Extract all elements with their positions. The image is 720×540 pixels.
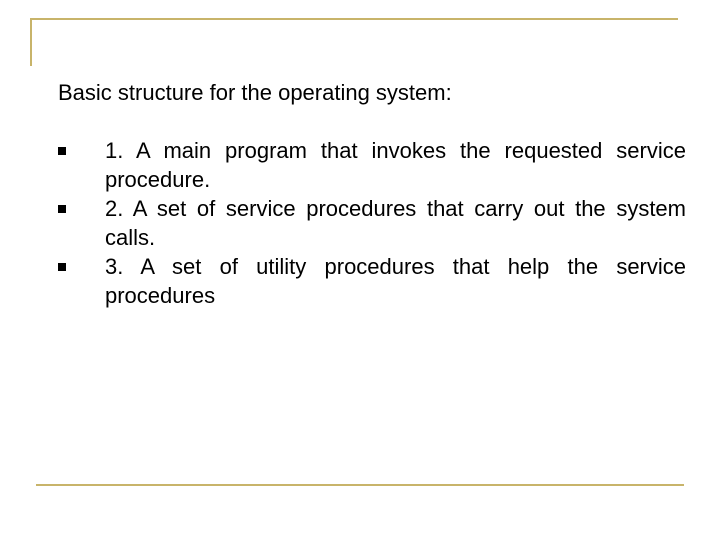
square-bullet-icon xyxy=(58,147,66,155)
square-bullet-icon xyxy=(58,263,66,271)
bottom-accent-rule xyxy=(36,484,684,486)
left-accent-rule xyxy=(30,18,32,66)
bullet-text: 3. A set of utility procedures that help the service procedures xyxy=(105,254,686,308)
bullet-item-1 xyxy=(58,136,686,194)
square-bullet-icon xyxy=(58,205,66,213)
bullet-text: 1. A main program that invokes the requested service procedure. xyxy=(105,138,686,192)
bullet-item-2 xyxy=(58,194,686,252)
slide-heading: Basic structure for the operating system: xyxy=(58,80,452,105)
bullet-list xyxy=(58,136,686,310)
bullet-text: 2. A set of service procedures that carry out the system calls. xyxy=(105,196,686,250)
top-accent-rule xyxy=(30,18,678,20)
slide-content xyxy=(58,78,686,310)
bullet-item-3 xyxy=(58,252,686,310)
